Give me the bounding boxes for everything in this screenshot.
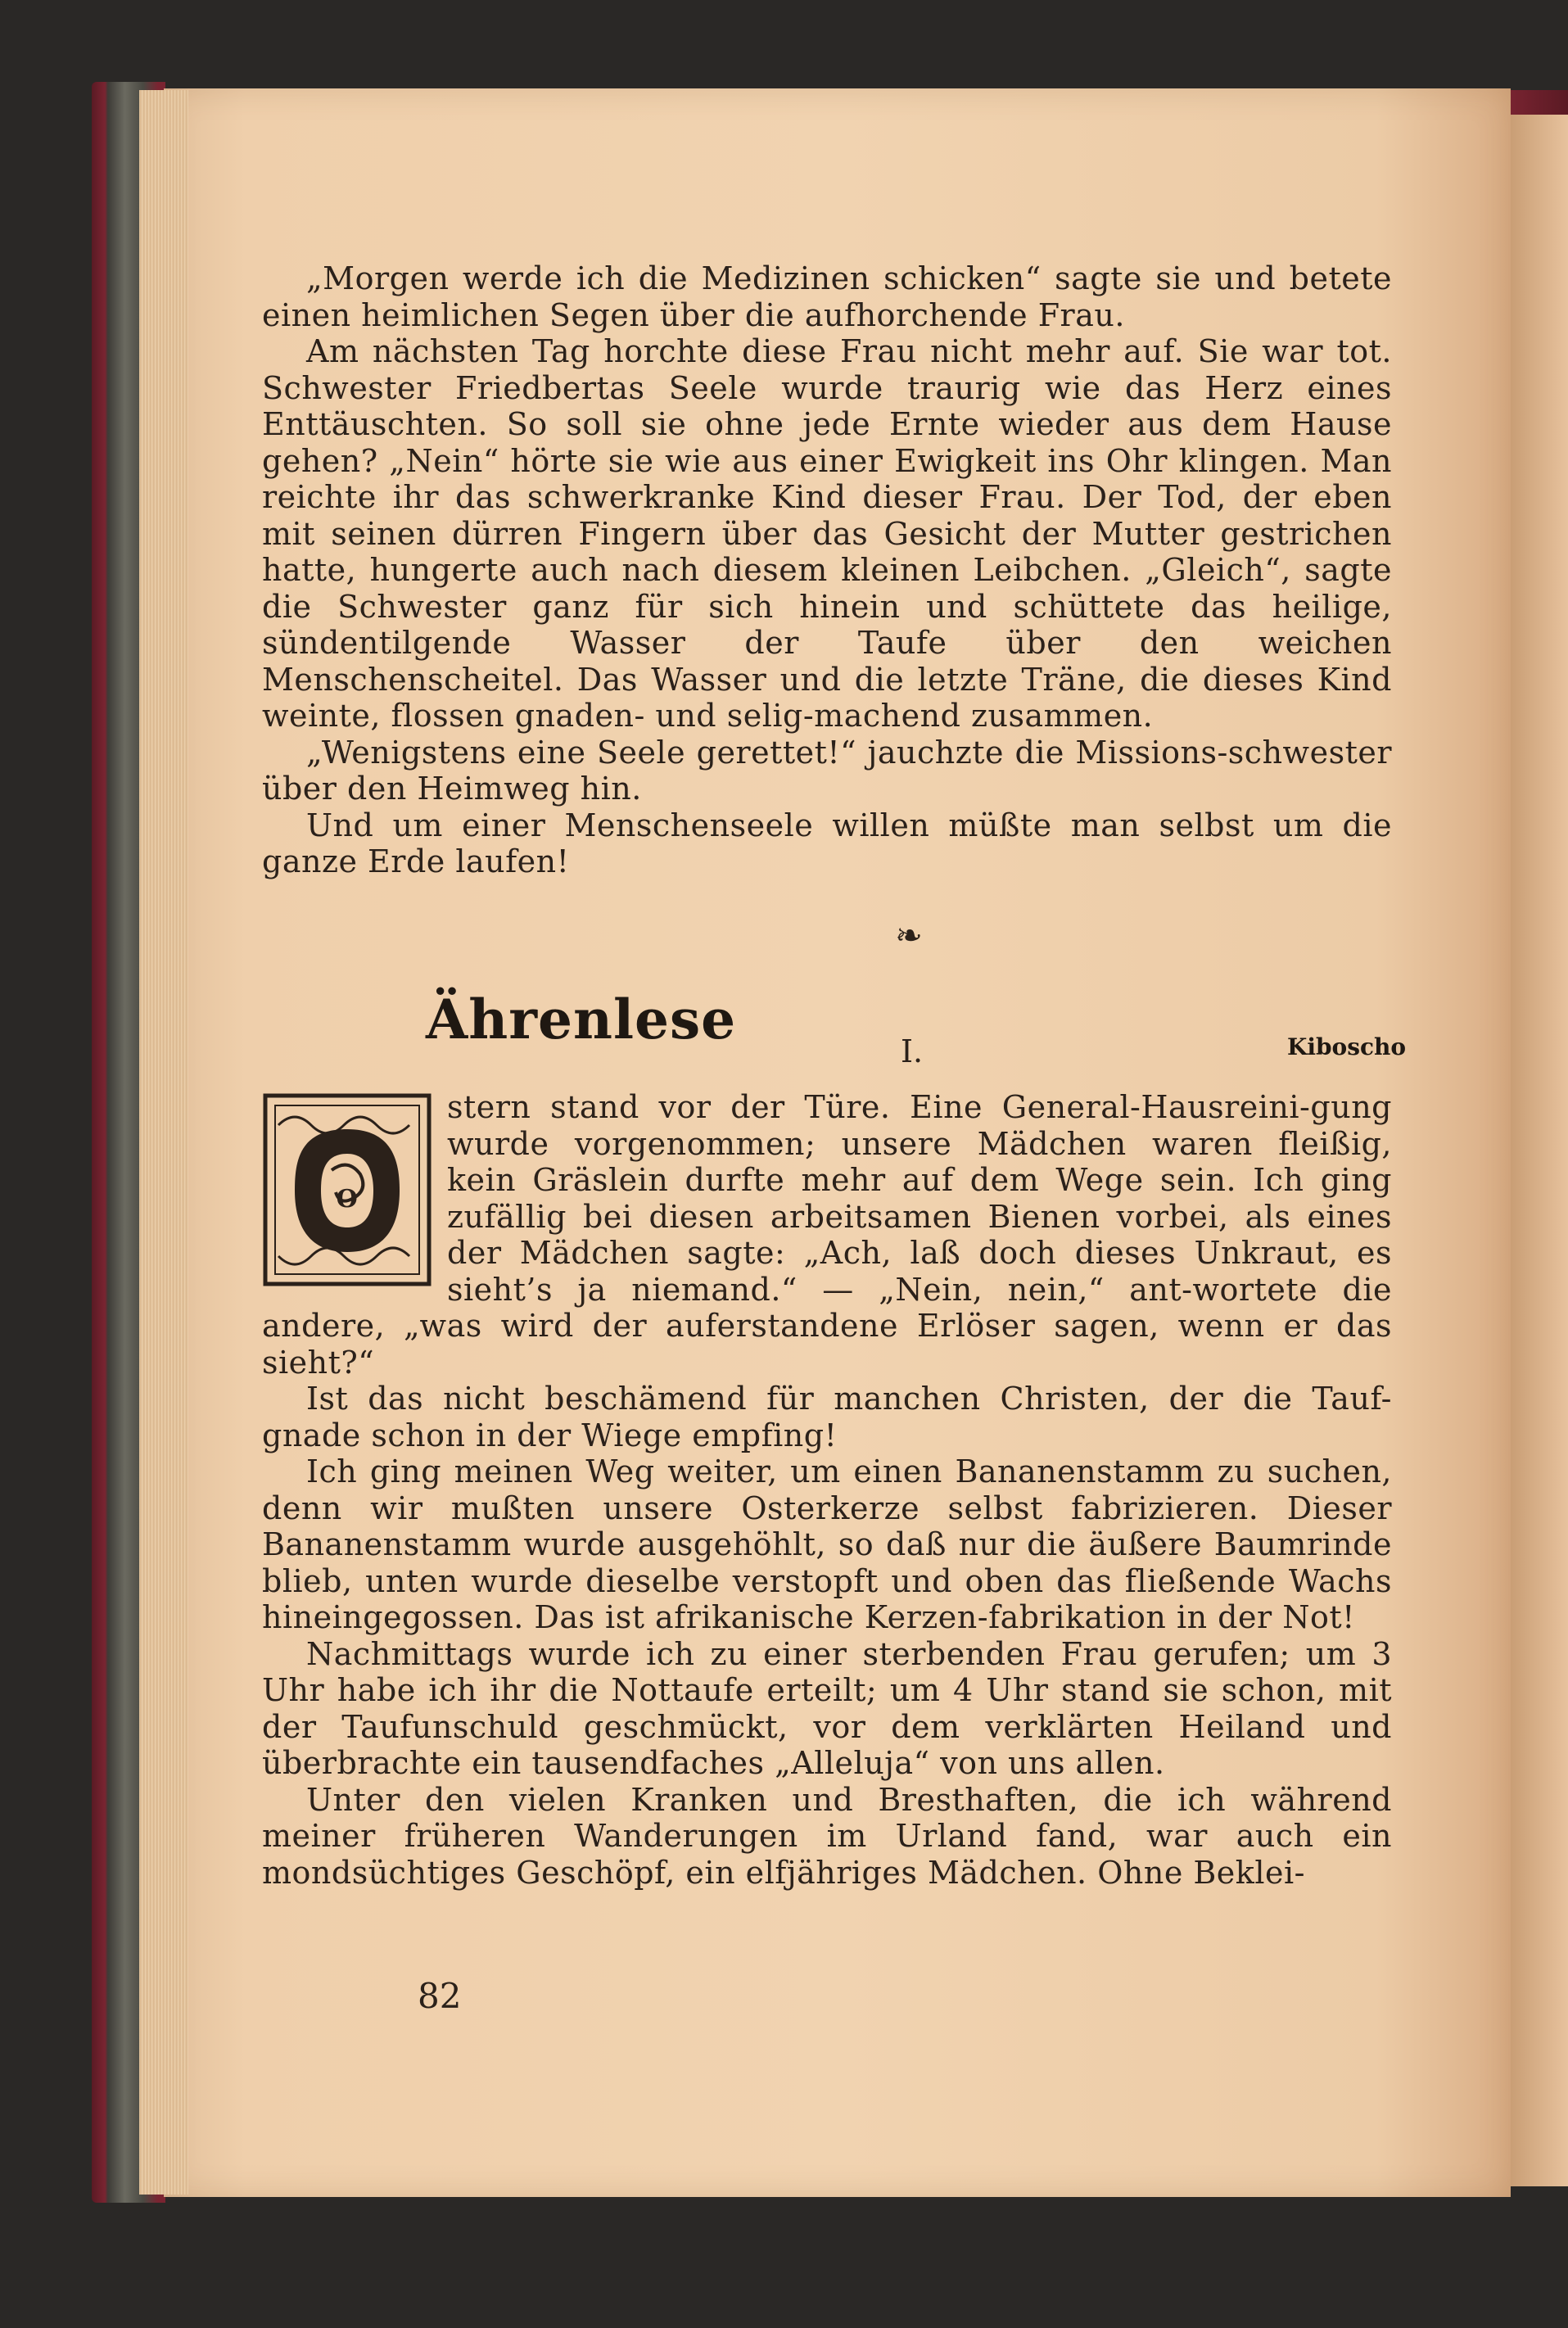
- section-number: I.: [901, 1033, 924, 1069]
- page-stack-edges: [139, 90, 188, 2195]
- text-block-top: [262, 260, 1392, 880]
- svg-text:O: O: [336, 1185, 359, 1214]
- paragraph: „Morgen werde ich die Medizinen schicken“ sagte sie und betete einen heimlichen Segen über die aufhorchende Frau.: [262, 260, 1392, 333]
- paragraph: Am nächsten Tag horchte diese Frau nicht mehr auf. Sie war tot. Schwester Friedbertas Seele wurde traurig wie das Herz eines Enttäuschten. So soll sie ohne jede Ernte wieder aus dem Hause gehen? „Nein“ hörte sie wie aus einer Ewigkeit ins Ohr klingen. Man reichte ihr das schwerkranke Kind dieser Frau. Der Tod, der eben mit seinen dürren Fingern über das Gesicht der Mutter gestrichen hatte, hungerte auch nach diesem kleinen Leibchen. „Gleich“, sagte die Schwester ganz für sich hinein und schüttete das heilige, sündentilgende Wasser der Taufe über den weichen Menschenscheitel. Das Wasser und die letzte Träne, die dieses Kind weinte, flossen gnaden- und selig-machend zusammen.: [262, 333, 1392, 734]
- paragraph: Und um einer Menschenseele willen müßte man selbst um die ganze Erde laufen!: [262, 807, 1392, 879]
- text-block-bottom: [262, 1089, 1392, 1891]
- ornamental-initial-icon: [262, 1092, 432, 1287]
- paragraph: Nachmittags wurde ich zu einer sterbenden Frau gerufen; um 3 Uhr habe ich ihr die Nottaufe erteilt; um 4 Uhr stand sie schon, mit der Taufunschuld geschmückt, vor dem verklärten Heiland und überbrachte ein tausendfaches „Alleluja“ von uns allen.: [262, 1635, 1392, 1781]
- author-location: Kiboscho: [1287, 1033, 1407, 1060]
- page-number: 82: [418, 1976, 462, 2016]
- section-heading: Ährenlese: [426, 988, 737, 1051]
- paragraph: stern stand vor der Türe. Eine General-Hausreini-gung wurde vorgenommen; unsere Mädchen waren fleißig, kein Gräslein durfte mehr auf dem Wege sein. Ich ging zufällig bei diesen arbeitsamen Bienen vorbei, als eines der Mädchen sagte: „Ach, laß doch dieses Unkraut, es sieht’s ja niemand.“ — „Nein, nein,“ ant-wortete die andere, „was wird der auferstandene Erlöser sagen, wenn er das sieht?“: [262, 1089, 1392, 1381]
- fleuron-ornament: ❧: [895, 917, 923, 955]
- paragraph: Unter den vielen Kranken und Bresthaften, die ich während meiner früheren Wanderungen im Urland fand, war auch ein mondsüchtiges Geschöpf, ein elfjähriges Mädchen. Ohne Beklei-: [262, 1781, 1392, 1891]
- facing-page-edge: [1511, 115, 1568, 2186]
- paragraph: Ist das nicht beschämend für manchen Christen, der die Tauf-gnade schon in der Wiege empfing!: [262, 1381, 1392, 1453]
- paragraph: Ich ging meinen Weg weiter, um einen Bananenstamm zu suchen, denn wir mußten unsere Osterkerze selbst fabrizieren. Dieser Bananenstamm wurde ausgehöhlt, so daß nur die äußere Baumrinde blieb, unten wurde dieselbe verstopft und oben das fließende Wachs hineingegossen. Das ist afrikanische Kerzen-fabrikation in der Not!: [262, 1453, 1392, 1635]
- paragraph: „Wenigstens eine Seele gerettet!“ jauchzte die Missions-schwester über den Heimweg hin.: [262, 734, 1392, 807]
